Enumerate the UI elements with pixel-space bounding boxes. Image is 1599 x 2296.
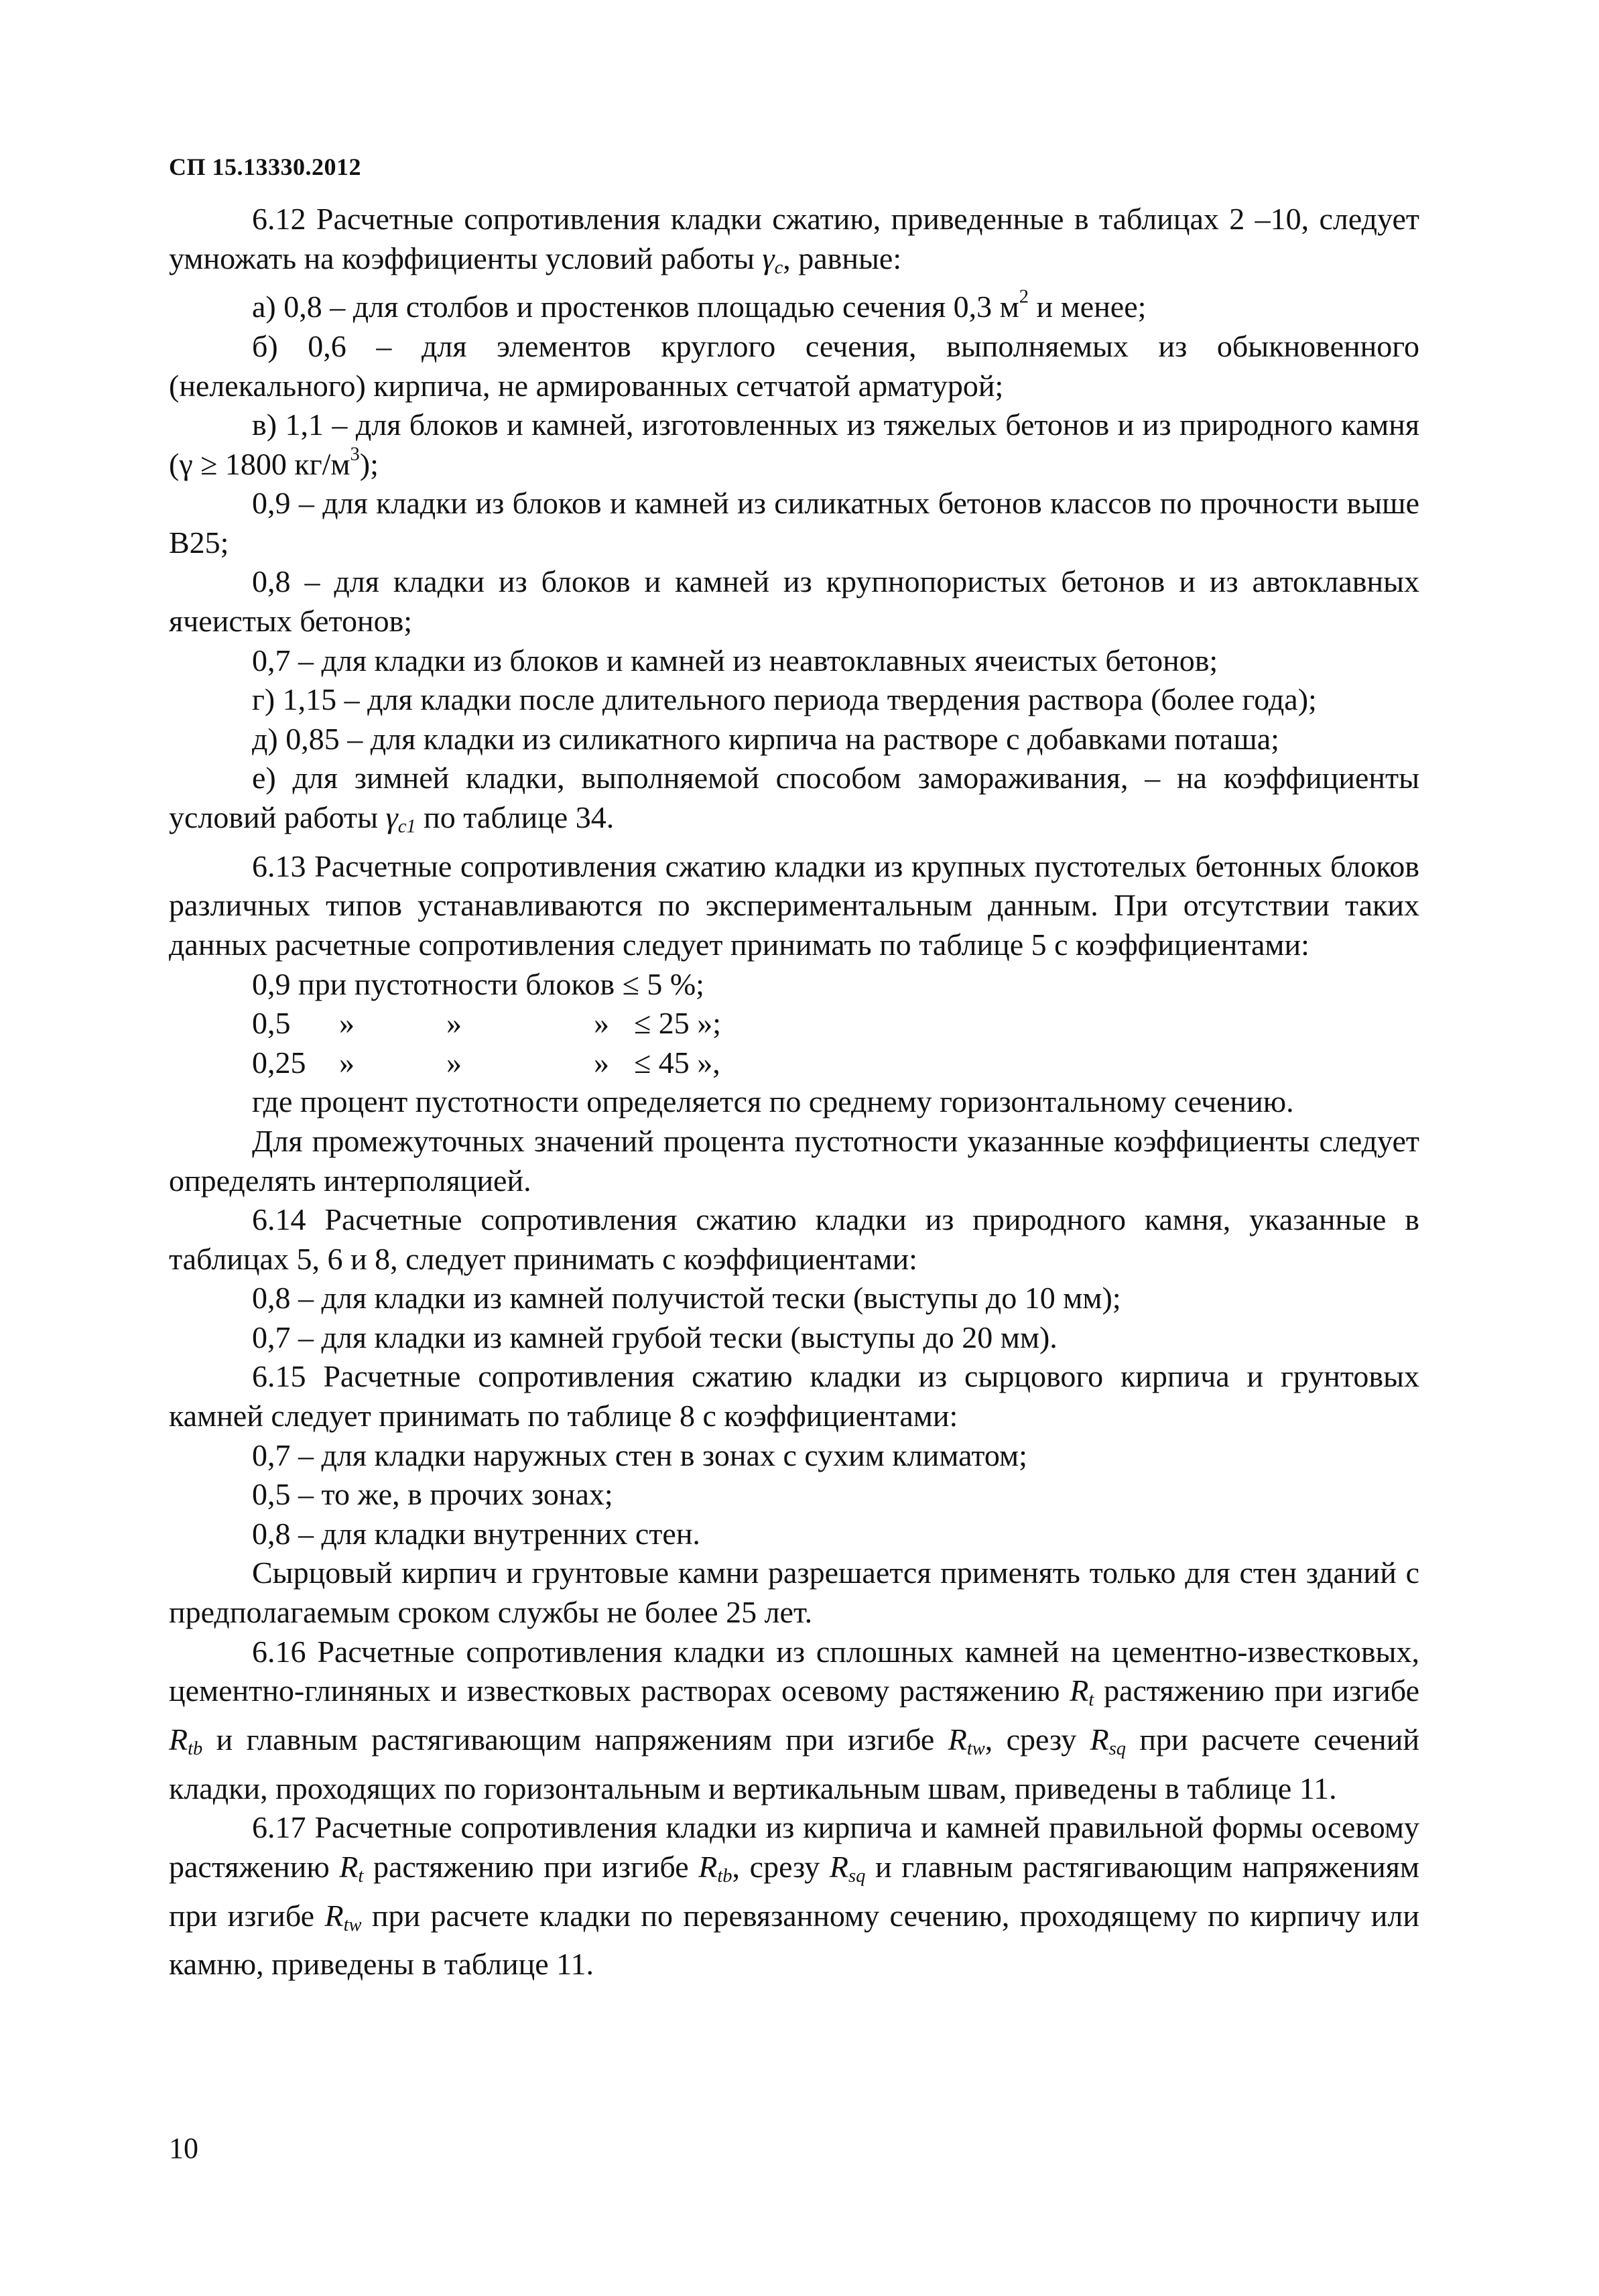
- clause-text: растяжению при изгибе: [1094, 1673, 1419, 1708]
- clause-6-13-intro: 6.13 Расчетные сопротивления сжатию кладки из крупных пустотелых бетонных блоков различных типов устанавливаются по экспериментальным данным. При отсутствии таких данных расчетные сопротивления следует принимать по таблице 5 с коэффициентами:: [169, 848, 1419, 962]
- clause-text: 6.12 Расчетные сопротивления кладки сжатию, приведенные в таблицах 2 –10, следует умножать на коэффициенты условий работы: [169, 202, 1419, 275]
- clause-6-12-v2: 0,9 – для кладки из блоков и камней из силикатных бетонов классов по прочности выше В25;: [169, 486, 1419, 560]
- clause-text: );: [359, 446, 379, 481]
- clause-6-12-e: [169, 759, 1419, 846]
- r-subscript: t: [1088, 1689, 1094, 1711]
- clause-text: , срезу: [984, 1722, 1090, 1757]
- gamma-symbol: γ: [385, 800, 398, 835]
- clause-text: , срезу: [732, 1849, 830, 1884]
- clause-text: е) для зимней кладки, выполняемой способом замораживания, – на коэффициенты условий работы: [169, 761, 1419, 835]
- clause-6-13-row3: [169, 1043, 1419, 1083]
- ditto-mark: »: [446, 1045, 462, 1080]
- clause-6-16: [169, 1633, 1419, 1809]
- gamma-symbol: γ: [762, 241, 775, 275]
- clause-text: 6.16 Расчетные сопротивления кладки из сплошных камней на цементно-известковых, цементно-глиняных и известковых растворах осевому растяжению: [169, 1634, 1419, 1708]
- ditto-mark: »: [339, 1045, 355, 1080]
- clause-6-15-note: Сырцовый кирпич и грунтовые камни разрешается применять только для стен зданий с предполагаемым сроком службы не более 25 лет.: [169, 1555, 1419, 1630]
- clause-text: и главным растягивающим напряжениям при изгибе: [169, 1849, 1420, 1933]
- r-symbol: R: [829, 1849, 848, 1884]
- clause-6-12-a: [169, 288, 1419, 327]
- clause-6-17: [169, 1808, 1419, 1984]
- clause-text: а) 0,8 – для столбов и простенков площадью сечения 0,3 м: [252, 290, 1019, 324]
- clause-text: и менее;: [1029, 290, 1147, 324]
- clause-6-12-g: г) 1,15 – для кладки после длительного периода твердения раствора (более года);: [252, 682, 1317, 717]
- r-symbol: R: [324, 1898, 344, 1933]
- r-subscript: tw: [343, 1914, 362, 1935]
- clause-6-12-v4: 0,7 – для кладки из блоков и камней из неавтоклавных ячеистых бетонов;: [252, 643, 1218, 678]
- clause-text: в) 1,1 – для блоков и камней, изготовленных из тяжелых бетонов и из природного камня (γ ≥ 1800 кг/м: [169, 407, 1419, 481]
- clause-text: растяжению при изгибе: [363, 1849, 699, 1884]
- r-symbol: R: [339, 1849, 359, 1884]
- r-symbol: R: [698, 1849, 718, 1884]
- clause-6-12-b: б) 0,6 – для элементов круглого сечения, выполняемых из обыкновенного (нелекального) кирпича, не армированных сетчатой арматурой;: [169, 328, 1419, 403]
- clause-6-15-b: 0,5 – то же, в прочих зонах;: [252, 1477, 613, 1512]
- page-number: 10: [169, 2132, 198, 2165]
- r-subscript: sq: [1108, 1738, 1127, 1760]
- coef-value: 0,25: [252, 1045, 306, 1080]
- clause-text: при расчете кладки по перевязанному сечению, проходящему по кирпичу или камню, приведены в таблице 11.: [169, 1898, 1419, 1982]
- clause-text: по таблице 34.: [415, 800, 615, 835]
- ditto-mark: »: [594, 1006, 609, 1041]
- clause-6-15-intro: 6.15 Расчетные сопротивления сжатию кладки из сырцового кирпича и грунтовых камней следует принимать по таблице 8 с коэффициентами:: [169, 1359, 1419, 1433]
- r-symbol: R: [1090, 1722, 1109, 1757]
- ditto-mark: »: [446, 1006, 462, 1041]
- clause-6-13-line1: 0,9 при пустотности блоков ≤ 5 %;: [252, 966, 704, 1001]
- r-subscript: tw: [966, 1738, 985, 1760]
- clause-6-12-v3: 0,8 – для кладки из блоков и камней из крупнопористых бетонов и из автоклавных ячеистых бетонов;: [169, 564, 1419, 639]
- clause-6-14-a: 0,8 – для кладки из камней получистой тески (выступы до 10 мм);: [252, 1281, 1121, 1316]
- hollowness-limit: ≤ 45 »,: [634, 1045, 720, 1080]
- r-subscript: tb: [188, 1738, 203, 1760]
- document-body: [169, 200, 1419, 1984]
- ditto-mark: »: [339, 1006, 355, 1041]
- r-subscript: t: [358, 1865, 364, 1887]
- ditto-mark: »: [594, 1045, 609, 1080]
- superscript: 2: [1019, 286, 1029, 308]
- r-symbol: R: [169, 1722, 188, 1757]
- clause-6-12-d: д) 0,85 – для кладки из силикатного кирпича на растворе с добавками поташа;: [252, 721, 1279, 756]
- clause-6-13-row2: [169, 1004, 1419, 1043]
- gamma-subscript: c: [774, 257, 783, 278]
- clause-6-12-intro: [169, 200, 1419, 288]
- r-subscript: tb: [717, 1865, 732, 1887]
- clause-6-14-b: 0,7 – для кладки из камней грубой тески (выступы до 20 мм).: [252, 1320, 1058, 1354]
- clause-6-15-a: 0,7 – для кладки наружных стен в зонах с сухим климатом;: [252, 1438, 1027, 1472]
- r-symbol: R: [1070, 1673, 1089, 1708]
- clause-6-14-intro: 6.14 Расчетные сопротивления сжатию кладки из природного камня, указанные в таблицах 5, 6 и 8, следует принимать с коэффициентами:: [169, 1202, 1419, 1276]
- clause-text: , равные:: [783, 241, 902, 275]
- clause-text: 6.17 Расчетные сопротивления кладки из кирпича и камней правильной формы осевому растяжению: [169, 1810, 1419, 1884]
- coef-value: 0,5: [252, 1006, 291, 1041]
- hollowness-limit: ≤ 25 »;: [634, 1006, 722, 1041]
- r-symbol: R: [948, 1722, 967, 1757]
- clause-6-13-interp: Для промежуточных значений процента пустотности указанные коэффициенты следует определять интерполяцией.: [169, 1123, 1419, 1198]
- document-header: СП 15.13330.2012: [169, 153, 361, 180]
- clause-6-15-c: 0,8 – для кладки внутренних стен.: [252, 1516, 700, 1551]
- gamma-subscript: c1: [397, 816, 416, 838]
- clause-text: при расчете сечений кладки, проходящих по горизонтальным и вертикальным швам, приведены в таблице 11.: [169, 1722, 1419, 1805]
- r-subscript: sq: [848, 1865, 866, 1887]
- superscript: 3: [350, 444, 360, 465]
- clause-text: и главным растягивающим напряжениям при изгибе: [202, 1722, 948, 1757]
- clause-6-12-v: [169, 405, 1419, 484]
- clause-6-13-where: где процент пустотности определяется по среднему горизонтальному сечению.: [252, 1084, 1294, 1119]
